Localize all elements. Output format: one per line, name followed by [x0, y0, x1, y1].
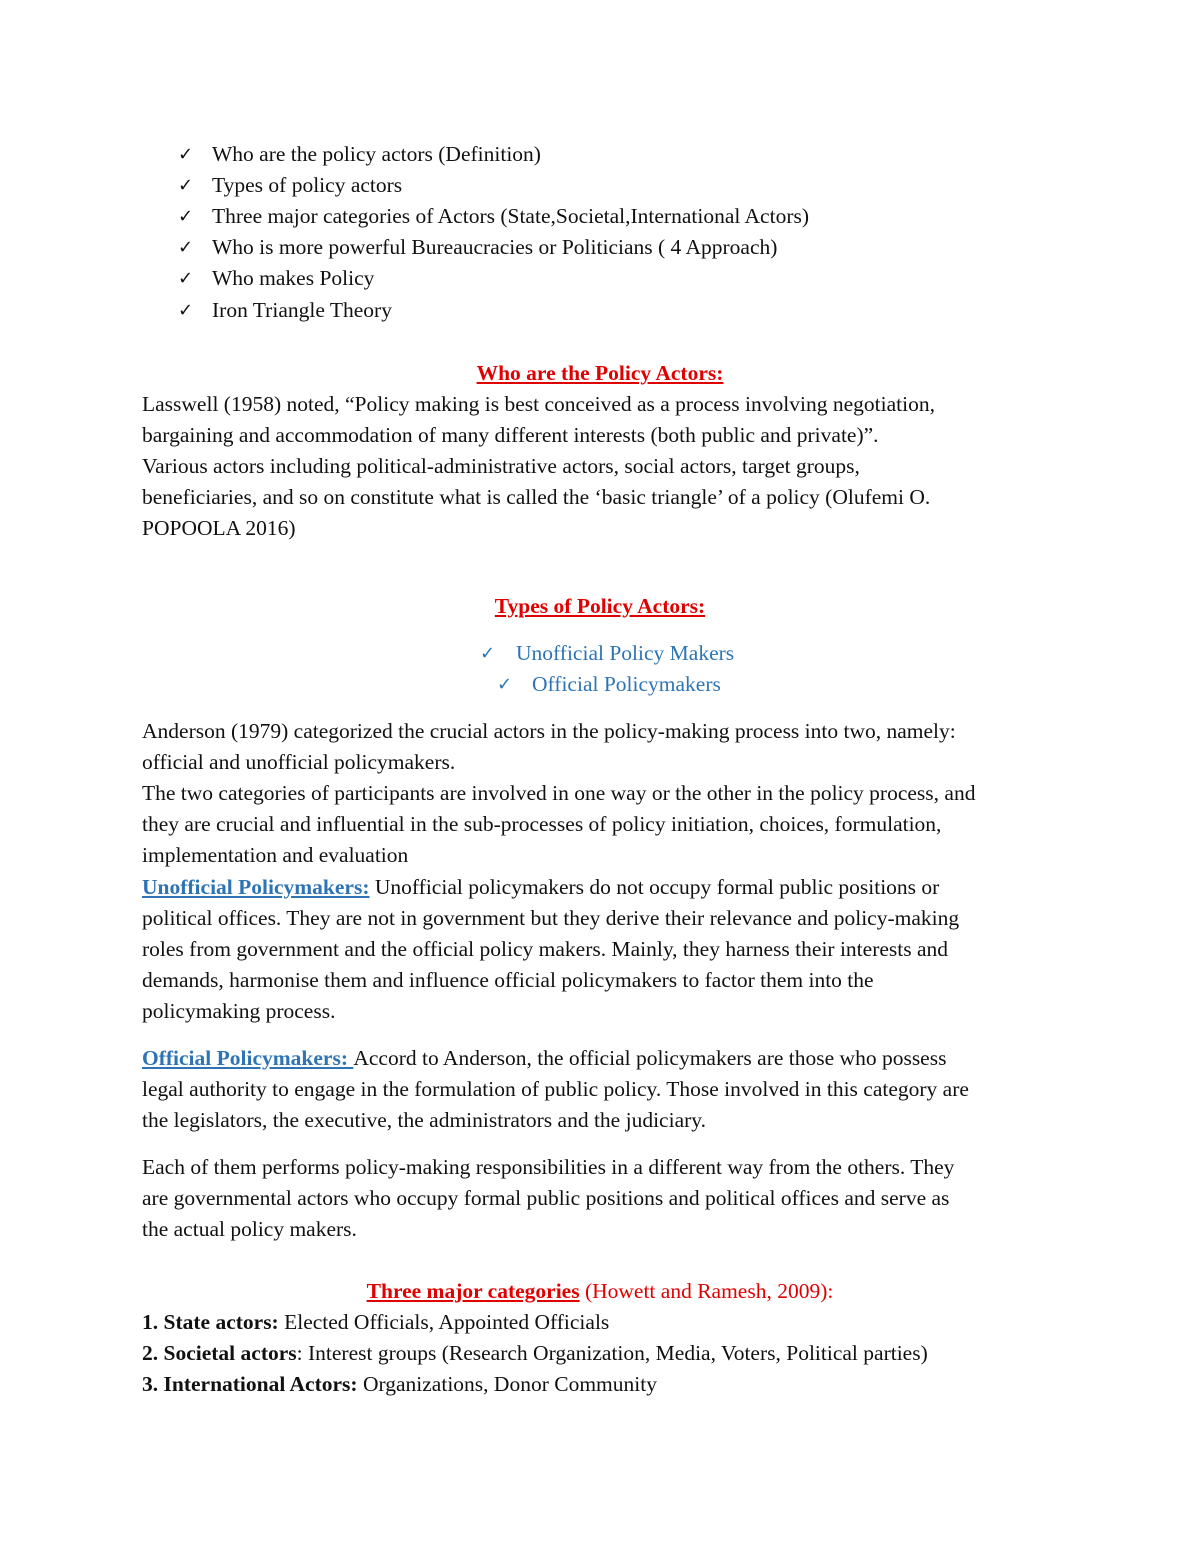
paragraph-line: they are crucial and influential in the sub-processes of policy initiation, choices, formulation,	[142, 812, 942, 836]
outline-item: Who are the policy actors (Definition)	[212, 142, 541, 166]
paragraph-line: roles from government and the official policy makers. Mainly, they harness their interests and	[142, 937, 949, 961]
paragraph-line: Each of them performs policy-making responsibilities in a different way from the others. They	[142, 1155, 955, 1179]
paragraph-line: bargaining and accommodation of many different interests (both public and private)”.	[142, 423, 879, 447]
checkmark-icon: ✓	[497, 674, 513, 695]
category-text: Organizations, Donor Community	[357, 1372, 657, 1396]
category-item-societal	[142, 1338, 928, 1369]
paragraph-line: legal authority to engage in the formulation of public policy. Those involved in this category are	[142, 1077, 969, 1101]
checkmark-icon: ✓	[178, 300, 194, 321]
section-heading-who: Who are the Policy Actors:	[476, 361, 724, 385]
checkmark-icon: ✓	[178, 268, 194, 289]
official-paragraph-first-line	[142, 1043, 946, 1074]
categories-citation: (Howett and Ramesh, 2009):	[579, 1279, 834, 1303]
section-heading-types: Types of Policy Actors:	[494, 594, 706, 618]
outline-item: Who is more powerful Bureaucracies or Politicians ( 4 Approach)	[212, 235, 778, 259]
section-heading-categories	[0, 1276, 1200, 1307]
category-item-state	[142, 1307, 609, 1338]
paragraph-line: beneficiaries, and so on constitute what is called the ‘basic triangle’ of a policy (Olufemi O.	[142, 485, 931, 509]
category-text: Elected Officials, Appointed Officials	[278, 1310, 610, 1334]
outline-item: Types of policy actors	[212, 173, 403, 197]
paragraph-line: demands, harmonise them and influence official policymakers to factor them into the	[142, 968, 874, 992]
paragraph-line: political offices. They are not in government but they derive their relevance and policy-making	[142, 906, 960, 930]
paragraph-line: are governmental actors who occupy formal public positions and political offices and serve as	[142, 1186, 950, 1210]
paragraph-line: The two categories of participants are involved in one way or the other in the policy process, and	[142, 781, 976, 805]
unofficial-paragraph-first-line	[142, 872, 939, 903]
outline-item: Three major categories of Actors (State,Societal,International Actors)	[212, 204, 810, 228]
category-item-international	[142, 1369, 657, 1400]
category-label: 2. Societal actors	[142, 1341, 297, 1365]
paragraph-line: Anderson (1979) categorized the crucial actors in the policy-making process into two, namely:	[142, 719, 956, 743]
paragraph-line: implementation and evaluation	[142, 843, 409, 867]
checkmark-icon: ✓	[178, 237, 194, 258]
types-list-item: Unofficial Policy Makers	[516, 641, 735, 665]
paragraph-text: Accord to Anderson, the official policymakers are those who possess	[353, 1046, 947, 1070]
outline-item: Who makes Policy	[212, 266, 375, 290]
paragraph-line: official and unofficial policymakers.	[142, 750, 456, 774]
types-list-item: Official Policymakers	[532, 672, 721, 696]
paragraph-line: the legislators, the executive, the administrators and the judiciary.	[142, 1108, 706, 1132]
checkmark-icon: ✓	[178, 206, 194, 227]
paragraph-text: Unofficial policymakers do not occupy formal public positions or	[369, 875, 940, 899]
paragraph-line: the actual policy makers.	[142, 1217, 357, 1241]
category-label: 1. State actors:	[142, 1310, 279, 1334]
paragraph-line: POPOOLA 2016)	[142, 516, 296, 540]
checkmark-icon: ✓	[178, 144, 194, 165]
paragraph-line: policymaking process.	[142, 999, 336, 1023]
paragraph-line: Various actors including political-administrative actors, social actors, target groups,	[142, 454, 860, 478]
checkmark-icon: ✓	[178, 175, 194, 196]
categories-heading: Three major categories	[366, 1279, 580, 1303]
category-label: 3. International Actors:	[142, 1372, 358, 1396]
category-text: : Interest groups (Research Organization, Media, Voters, Political parties)	[296, 1341, 928, 1365]
paragraph-line: Lasswell (1958) noted, “Policy making is best conceived as a process involving negotiation,	[142, 392, 935, 416]
unofficial-label: Unofficial Policymakers:	[142, 875, 370, 899]
checkmark-icon: ✓	[480, 643, 496, 664]
official-label: Official Policymakers:	[142, 1046, 354, 1070]
outline-item: Iron Triangle Theory	[212, 298, 392, 322]
